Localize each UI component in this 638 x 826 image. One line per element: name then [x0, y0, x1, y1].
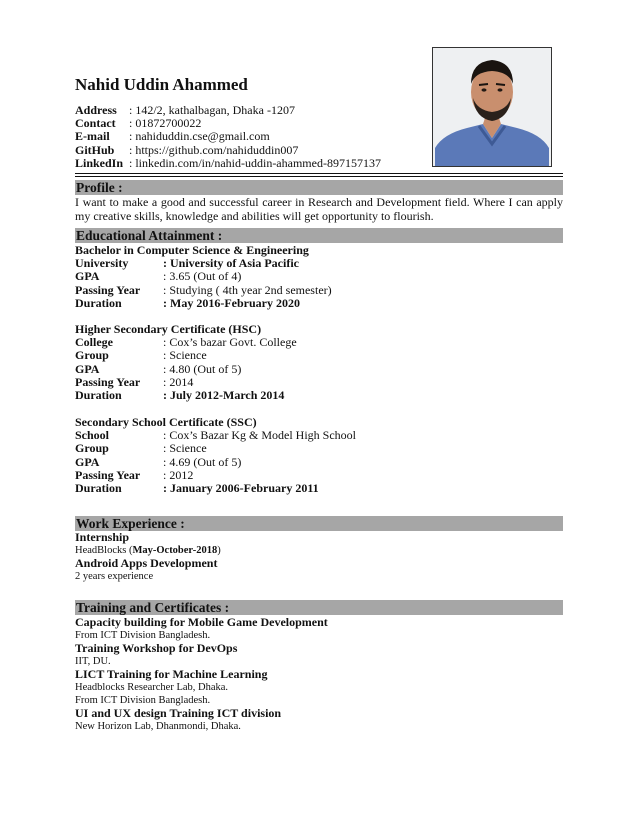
field-value: : University of Asia Pacific — [163, 256, 299, 271]
degree-title: Secondary School Certificate (SSC) — [75, 415, 257, 429]
section-heading-profile: Profile : — [75, 180, 563, 195]
contact-label: E-mail — [75, 129, 110, 144]
field-label: University — [75, 256, 129, 271]
contact-label: Contact — [75, 116, 116, 131]
education-row — [75, 429, 356, 442]
training-detail: IIT, DU. — [75, 656, 111, 667]
contact-value: : https://github.com/nahiduddin007 — [129, 142, 299, 157]
close-paren: ) — [217, 545, 221, 556]
field-label: Duration — [75, 295, 122, 310]
education-bachelor — [75, 244, 332, 310]
degree-title: Bachelor in Computer Science & Engineering — [75, 243, 309, 257]
field-value: : Studying ( 4th year 2nd semester) — [163, 282, 332, 297]
field-value: : May 2016-February 2020 — [163, 295, 300, 310]
contact-value: : 01872700022 — [129, 116, 202, 131]
work-item-title: Internship — [75, 530, 130, 544]
training-detail: From ICT Division Bangladesh. — [75, 630, 211, 641]
contact-value: : linkedin.com/in/nahid-uddin-ahammed-897157137 — [129, 155, 381, 170]
work-period: May-October-2018 — [132, 545, 218, 556]
field-label: Group — [75, 441, 109, 456]
field-label: Duration — [75, 388, 122, 403]
contact-label: GitHub — [75, 142, 115, 157]
training-detail: Headblocks Researcher Lab, Dhaka. — [75, 682, 229, 693]
field-value: : 4.80 (Out of 5) — [163, 361, 242, 376]
training-list — [75, 616, 328, 733]
field-label: Group — [75, 348, 109, 363]
field-value: : July 2012-March 2014 — [163, 388, 285, 403]
company-name: HeadBlocks ( — [75, 545, 133, 556]
education-row — [75, 297, 332, 310]
field-value: : 4.69 (Out of 5) — [163, 454, 242, 469]
contact-info — [75, 104, 381, 170]
field-label: GPA — [75, 269, 100, 284]
field-label: College — [75, 335, 113, 350]
contact-github-row — [75, 144, 381, 157]
education-ssc — [75, 416, 356, 495]
education-row — [75, 482, 356, 495]
field-value: : Cox’s bazar Govt. College — [163, 335, 297, 350]
field-label: Duration — [75, 481, 122, 496]
header-divider — [75, 173, 563, 174]
education-row — [75, 363, 297, 376]
education-row — [75, 389, 297, 402]
contact-value: : 142/2, kathalbagan, Dhaka -1207 — [129, 103, 295, 117]
work-item-detail: 2 years experience — [75, 571, 154, 582]
field-value: : 2014 — [163, 374, 194, 389]
section-heading-work: Work Experience : — [75, 516, 563, 531]
contact-label: Address — [75, 103, 117, 117]
field-value: : Science — [163, 348, 207, 363]
education-row — [75, 456, 356, 469]
contact-email-row — [75, 130, 381, 143]
field-label: Passing Year — [75, 467, 141, 482]
education-hsc — [75, 323, 297, 402]
degree-title: Higher Secondary Certificate (HSC) — [75, 322, 262, 336]
profile-text: I want to make a good and successful career in Research and Development field. Where I can apply my creative skills, knowledge and abilities will get opportunity to flourish. — [75, 195, 563, 223]
profile-photo — [432, 47, 552, 167]
field-label: School — [75, 428, 110, 443]
work-list — [75, 531, 221, 583]
contact-address-row — [75, 104, 381, 117]
field-value: : 2012 — [163, 467, 194, 482]
field-label: GPA — [75, 454, 100, 469]
training-title: LICT Training for Machine Learning — [75, 667, 268, 681]
section-heading-training: Training and Certificates : — [75, 600, 563, 615]
education-row — [75, 284, 332, 297]
contact-value: : nahiduddin.cse@gmail.com — [129, 129, 270, 144]
field-value: : Science — [163, 441, 207, 456]
work-item-title: Android Apps Development — [75, 556, 218, 570]
training-detail: From ICT Division Bangladesh. — [75, 695, 211, 706]
field-label: Passing Year — [75, 282, 141, 297]
field-value: : 3.65 (Out of 4) — [163, 269, 242, 284]
field-value: : January 2006-February 2011 — [163, 481, 319, 496]
field-label: GPA — [75, 361, 100, 376]
education-row — [75, 270, 332, 283]
training-title: Capacity building for Mobile Game Development — [75, 615, 328, 629]
header-divider — [75, 176, 563, 177]
training-detail: New Horizon Lab, Dhanmondi, Dhaka. — [75, 721, 241, 732]
section-heading-education: Educational Attainment : — [75, 228, 563, 243]
portrait-illustration — [433, 48, 551, 166]
field-value: : Cox’s Bazar Kg & Model High School — [163, 428, 356, 443]
education-row — [75, 349, 297, 362]
training-title: Training Workshop for DevOps — [75, 641, 238, 655]
contact-label: LinkedIn — [75, 155, 124, 170]
training-title: UI and UX design Training ICT division — [75, 706, 282, 720]
education-row — [75, 442, 356, 455]
field-label: Passing Year — [75, 374, 141, 389]
candidate-name: Nahid Uddin Ahammed — [75, 75, 248, 94]
contact-linkedin-row — [75, 157, 381, 170]
